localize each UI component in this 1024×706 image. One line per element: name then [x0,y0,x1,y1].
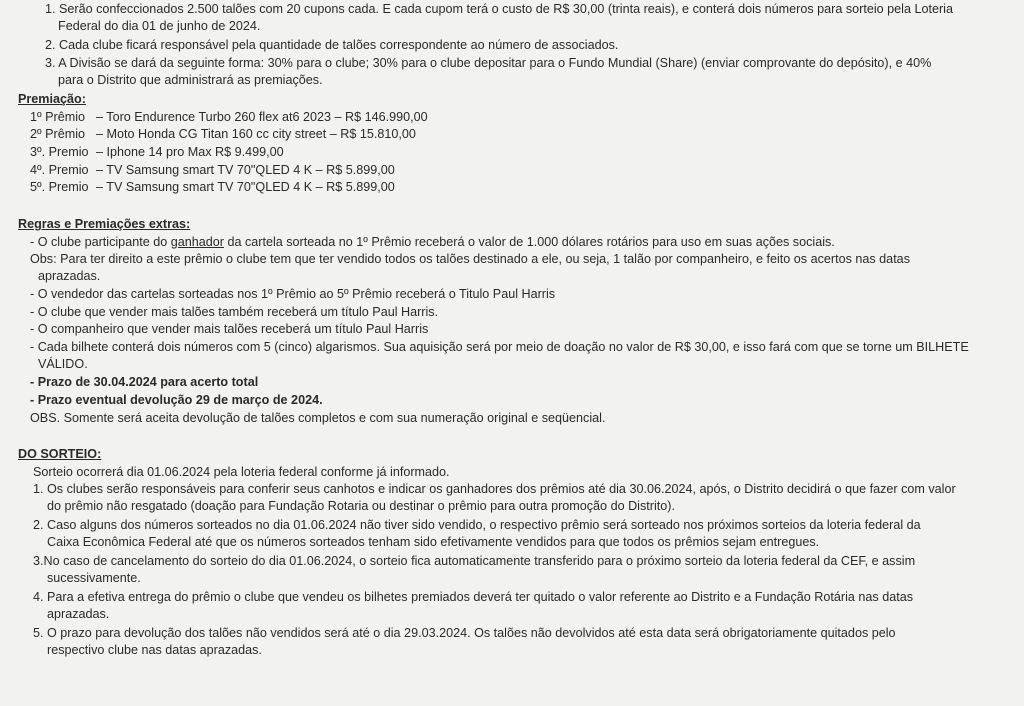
sorteio-item-1-cont: do prêmio não resgatado (doação para Fundação Rotaria ou destinar o prêmio para outra promoção do Distrito). [47,499,675,513]
intro-item-1-cont: Federal do dia 01 de junho de 2024. [58,19,261,33]
sorteio-heading: DO SORTEIO: [18,447,102,461]
prize-1-label: 1º Prêmio [30,110,85,124]
prize-4-label: 4º. Premio [30,163,89,177]
sorteio-item-4: 4. Para a efetiva entrega do prêmio o clube que vendeu os bilhetes premiados deverá ter quitado o valor referente ao Distrito e a Fundação Rotária nas datas [33,590,914,604]
regras-item-4: - O companheiro que vender mais talões receberá um título Paul Harris [30,322,429,336]
regras-item-1 [30,235,835,250]
sorteio-item-2: 2. Caso alguns dos números sorteados no dia 01.06.2024 não tiver sido vendido, o respectivo prêmio será sorteado nos próximos sorteios da loteria federal da [33,518,921,532]
regras-item-2: - O vendedor das cartelas sorteadas nos 1º Prêmio ao 5º Prêmio receberá o Titulo Paul Harris [30,287,556,301]
sorteio-item-1: 1. Os clubes serão responsáveis para conferir seus canhotos e indicar os ganhadores dos prêmios até dia 30.06.2024, após, o Distrito decidirá o que fazer com valor [33,482,956,496]
prize-1-desc: – Toro Endurence Turbo 260 flex at6 2023 – R$ 146.990,00 [96,110,428,124]
regras-item-1-end: da cartela sorteada no 1º Prêmio receberá o valor de 1.000 dólares rotários para uso em suas ações sociais. [223,235,835,249]
sorteio-intro: Sorteio ocorrerá dia 01.06.2024 pela loteria federal conforme já informado. [33,465,450,479]
sorteio-item-5: 5. O prazo para devolução dos talões não vendidos será até o dia 29.03.2024. Os talões não devolvidos até esta data será obrigatoriamente quitados pelo [33,626,896,640]
regras-obs-1: Obs: Para ter direito a este prêmio o clube tem que ter vendido todos os talões destinado a ele, ou seja, 1 talão por companheiro, e feito os acertos nas datas [30,252,910,266]
prize-4-desc: – TV Samsung smart TV 70"QLED 4 K – R$ 5.899,00 [96,163,395,177]
sorteio-item-5-cont: respectivo clube nas datas aprazadas. [47,643,262,657]
intro-item-3: 3. A Divisão se dará da seguinte forma: 30% para o clube; 30% para o clube depositar para o Fundo Mundial (Share) (enviar comprovante do depósito), e 40% [45,56,932,70]
regras-item-1-underlined: ganhador [170,235,224,249]
prize-5-desc: – TV Samsung smart TV 70"QLED 4 K – R$ 5.899,00 [96,180,395,194]
sorteio-item-4-cont: aprazadas. [47,607,110,621]
regras-deadline-total: - Prazo de 30.04.2024 para acerto total [30,375,259,389]
regras-heading: Regras e Premiações extras: [18,217,191,231]
prize-5-label: 5º. Premio [30,180,89,194]
regras-obs-2: OBS. Somente será aceita devolução de talões completos e com sua numeração original e seqüencial. [30,411,606,425]
premiacao-heading: Premiação: [18,92,86,106]
intro-item-3-cont: para o Distrito que administrará as premiações. [58,73,323,87]
regras-obs-1-cont: aprazadas. [38,269,101,283]
prize-2-desc: – Moto Honda CG Titan 160 cc city street – R$ 15.810,00 [96,127,416,141]
sorteio-item-3-cont: sucessivamente. [47,571,141,585]
intro-item-2: 2. Cada clube ficará responsável pela quantidade de talões correspondente ao número de associados. [45,38,619,52]
sorteio-item-3: 3.No caso de cancelamento do sorteio do dia 01.06.2024, o sorteio fica automaticamente transferido para o próximo sorteio da loteria federal da CEF, e assim [33,554,916,568]
regras-item-1-start: - O clube participante do [30,235,171,249]
regras-item-5-cont: VÁLIDO. [38,357,88,371]
regras-deadline-return: - Prazo eventual devolução 29 de março de 2024. [30,393,323,407]
sorteio-item-2-cont: Caixa Econômica Federal até que os números sorteados tenham sido efetivamente vendidos para que todos os prêmios sejam entregues. [47,535,820,549]
regras-item-3: - O clube que vender mais talões também receberá um título Paul Harris. [30,305,439,319]
prize-3-desc: – Iphone 14 pro Max R$ 9.499,00 [96,145,284,159]
intro-item-1: 1. Serão confeccionados 2.500 talões com 20 cupons cada. E cada cupom terá o custo de R$ 30,00 (trinta reais), e conterá dois números para sorteio pela Loteria [45,2,953,16]
prize-2-label: 2º Prêmio [30,127,85,141]
prize-3-label: 3º. Premio [30,145,89,159]
regras-item-5: - Cada bilhete conterá dois números com 5 (cinco) algarismos. Sua aquisição será por meio de doação no valor de R$ 30,00, e isso fará com que se torne um BILHETE [30,340,969,354]
